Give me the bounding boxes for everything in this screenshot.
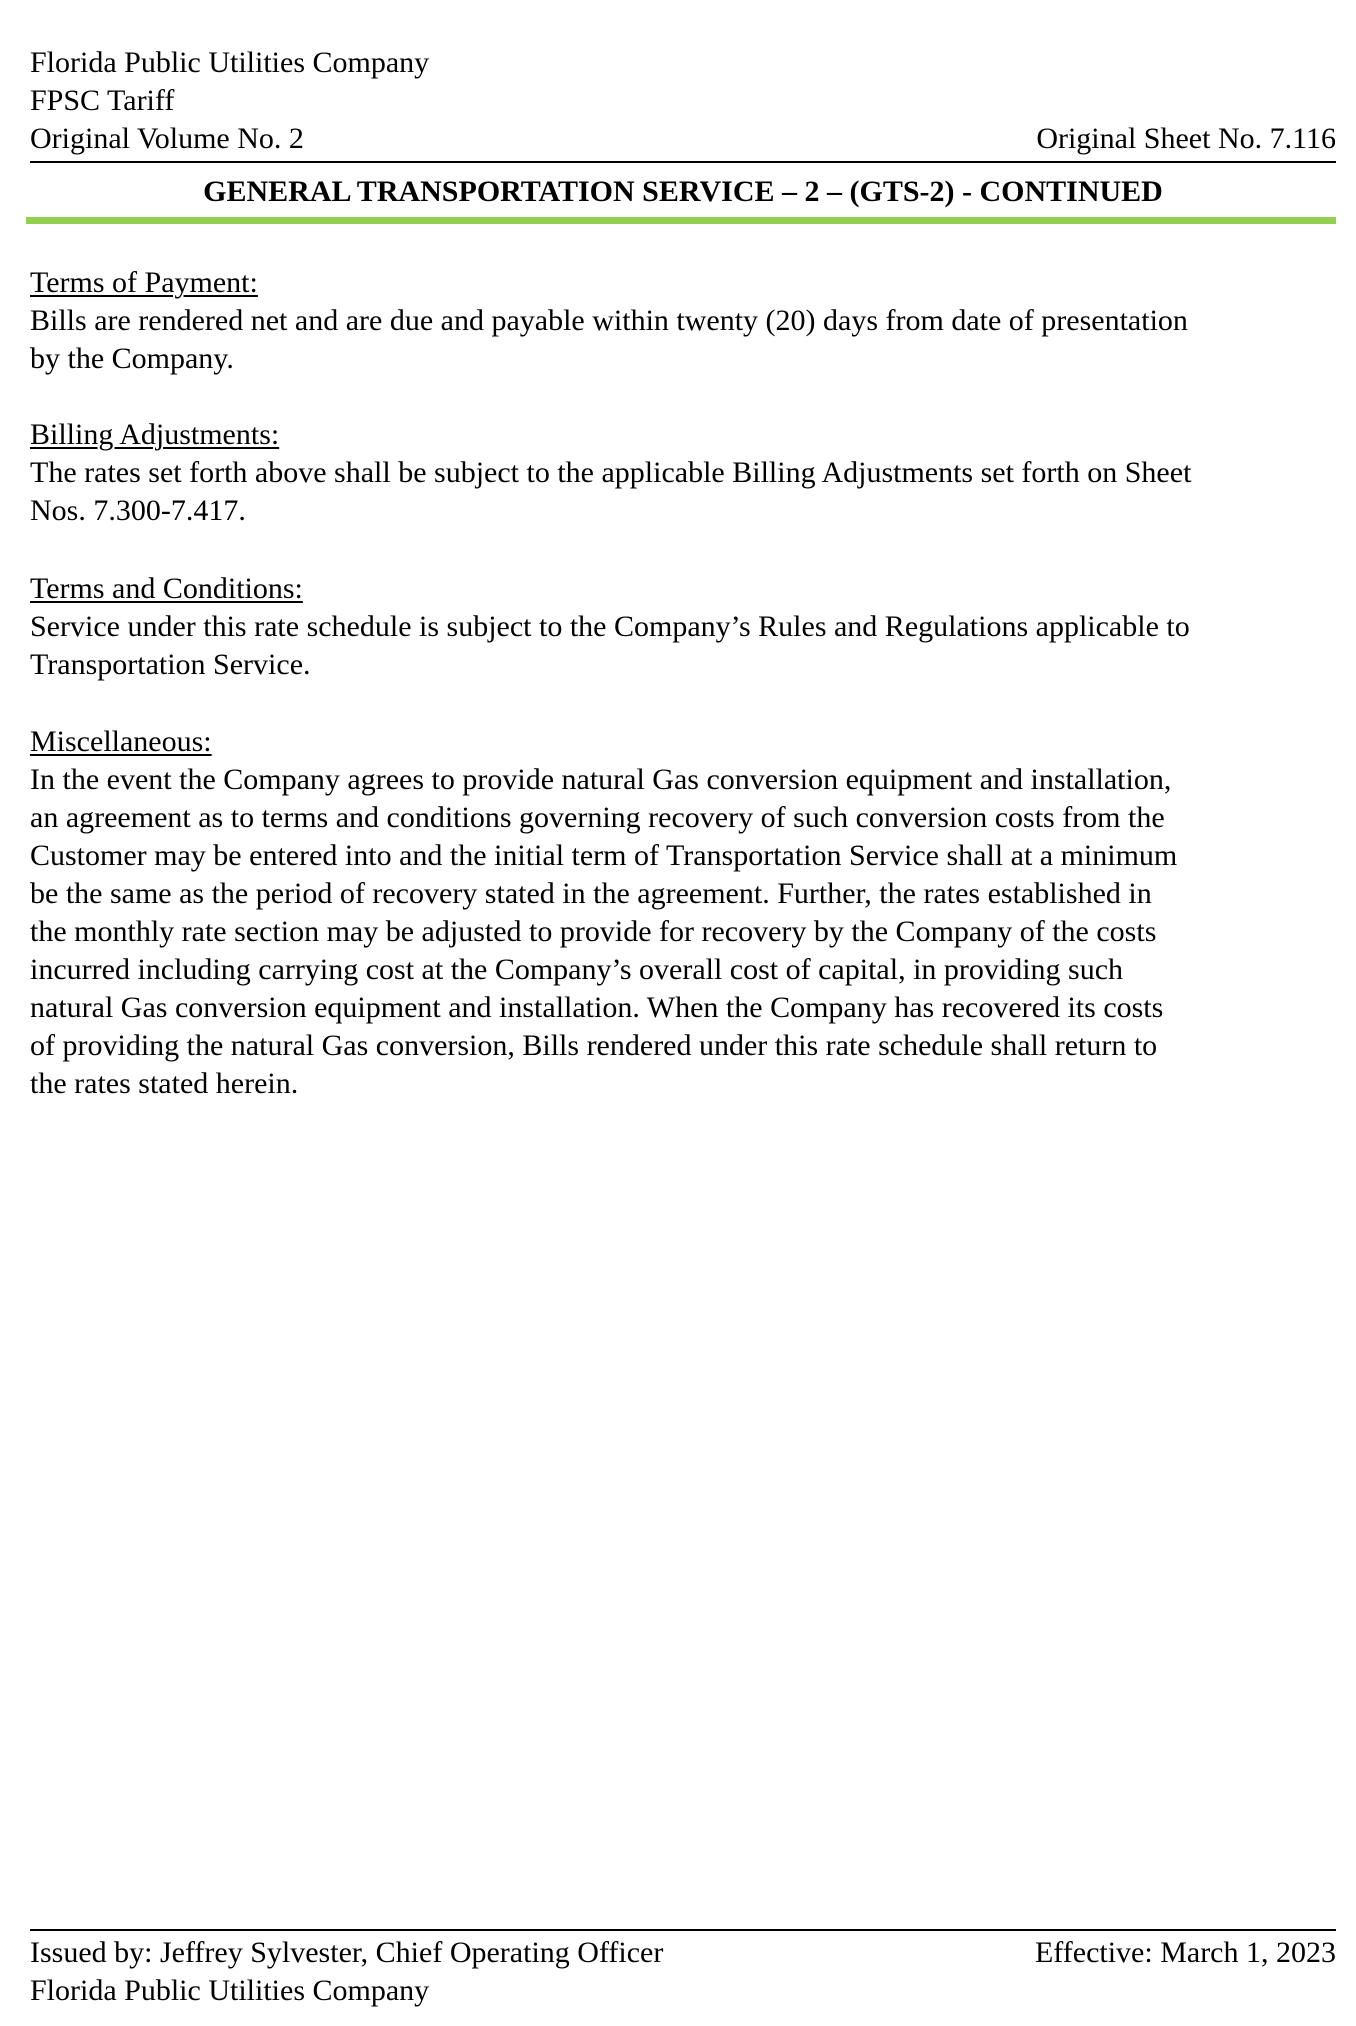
body-line: Bills are rendered net and are due and payable within twenty (20) days from date of presentation (30, 304, 1188, 337)
document-title: GENERAL TRANSPORTATION SERVICE – 2 – (GTS-2) - CONTINUED (203, 175, 1163, 208)
header-tariff: FPSC Tariff (30, 84, 175, 117)
header-company: Florida Public Utilities Company (30, 46, 430, 79)
header-divider (30, 161, 1336, 163)
footer-company: Florida Public Utilities Company (30, 1974, 430, 2007)
section-terms-of-payment (30, 264, 1336, 378)
section-heading: Miscellaneous: (30, 725, 212, 758)
body-line: of providing the natural Gas conversion, Bills rendered under this rate schedule shall return to (30, 1029, 1158, 1062)
section-body (30, 761, 1336, 1103)
body-line: Nos. 7.300-7.417. (30, 494, 246, 527)
section-terms-and-conditions (30, 570, 1336, 684)
body-line: The rates set forth above shall be subject to the applicable Billing Adjustments set forth on Sheet (30, 456, 1192, 489)
body-line: In the event the Company agrees to provide natural Gas conversion equipment and installation, (30, 763, 1172, 796)
body-line: the monthly rate section may be adjusted to provide for recovery by the Company of the costs (30, 915, 1157, 948)
section-heading: Terms and Conditions: (30, 572, 303, 605)
header-sheet-number: Original Sheet No. 7.116 (1036, 122, 1336, 155)
section-body (30, 608, 1336, 684)
body-line: be the same as the period of recovery stated in the agreement. Further, the rates established in (30, 877, 1152, 910)
section-body (30, 454, 1336, 530)
title-divider (26, 217, 1336, 224)
footer-divider (30, 1929, 1336, 1931)
body-line: by the Company. (30, 342, 234, 375)
section-body (30, 302, 1336, 378)
section-billing-adjustments (30, 416, 1336, 530)
body-line: the rates stated herein. (30, 1067, 299, 1100)
body-line: Customer may be entered into and the initial term of Transportation Service shall at a minimum (30, 839, 1178, 872)
footer-effective-date: Effective: March 1, 2023 (1034, 1936, 1336, 1969)
body-line: Transportation Service. (30, 648, 311, 681)
section-heading: Billing Adjustments: (30, 418, 280, 451)
header-volume: Original Volume No. 2 (30, 122, 304, 155)
footer-issued-by: Issued by: Jeffrey Sylvester, Chief Operating Officer (30, 1936, 664, 1969)
section-heading: Terms of Payment: (30, 266, 258, 299)
body-line: Service under this rate schedule is subject to the Company’s Rules and Regulations applicable to (30, 610, 1190, 643)
section-miscellaneous (30, 723, 1336, 1103)
body-line: an agreement as to terms and conditions governing recovery of such conversion costs from the (30, 801, 1165, 834)
tariff-page (30, 0, 1336, 2026)
body-line: natural Gas conversion equipment and installation. When the Company has recovered its costs (30, 991, 1164, 1024)
body-line: incurred including carrying cost at the Company’s overall cost of capital, in providing such (30, 953, 1124, 986)
